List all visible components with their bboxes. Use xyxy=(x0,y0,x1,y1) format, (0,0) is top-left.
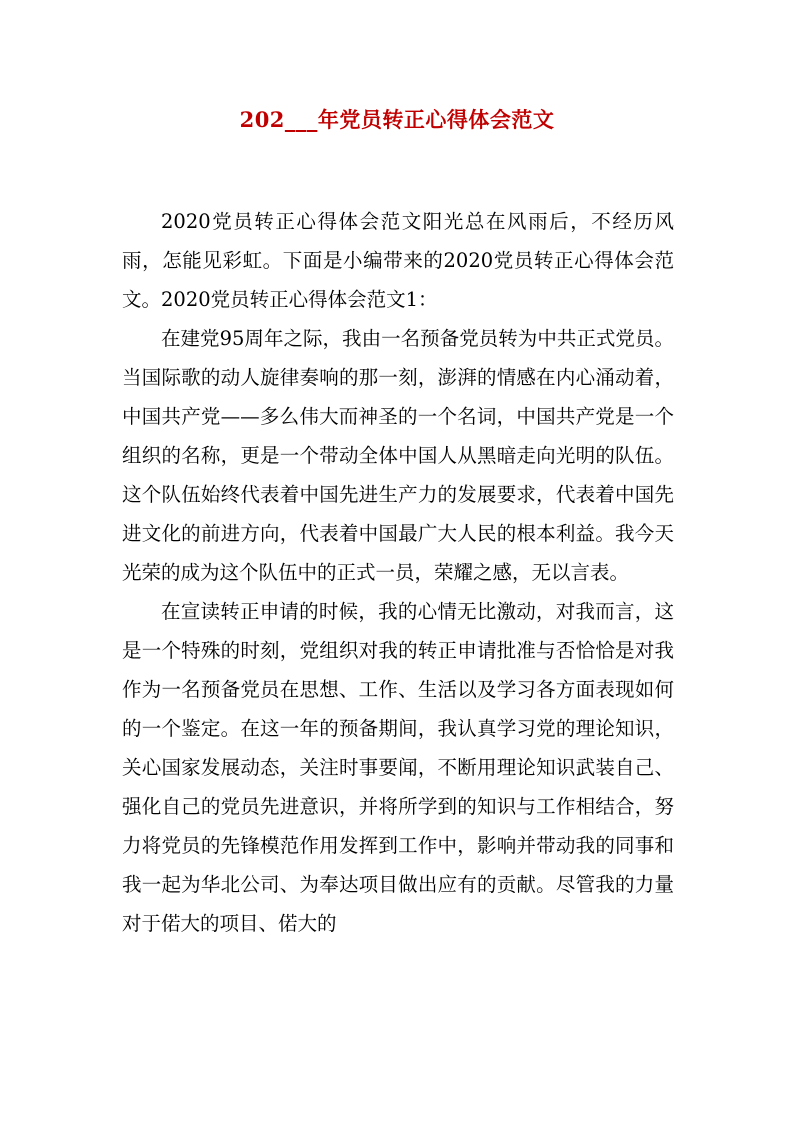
paragraph-probation-reflection: 在宣读转正申请的时候，我的心情无比激动，对我而言，这是一个特殊的时刻，党组织对我的转正申请批准与否恰恰是对我作为一名预备党员在思想、工作、生活以及学习各方面表现如何的一个鉴定。在这一年的预备期间，我认真学习党的理论知识，关心国家发展动态，关注时事要闻，不断用理论知识武装自己、强化自己的党员先进意识，并将所学到的知识与工作相结合，努力将党员的先锋模范作用发挥到工作中，影响并带动我的同事和我一起为华北公司、为奉达项目做出应有的贡献。尽管我的力量对于偌大的项目、偌大的 xyxy=(122,600,674,935)
paragraph-party-anniversary: 在建党95周年之际，我由一名预备党员转为中共正式党员。当国际歌的动人旋律奏响的那一刻，澎湃的情感在内心涌动着，中国共产党——多么伟大而神圣的一个名词，中国共产党是一个组织的名称，更是一个带动全体中国人从黑暗走向光明的队伍。这个队伍始终代表着中国先进生产力的发展要求，代表着中国先进文化的前进方向，代表着中国最广大人民的根本利益。我今天光荣的成为这个队伍中的正式一员，荣耀之感，无以言表。 xyxy=(122,327,674,584)
paragraph-intro: 2020党员转正心得体会范文阳光总在风雨后，不经历风雨，怎能见彩虹。下面是小编带来的2020党员转正心得体会范文。2020党员转正心得体会范文1： xyxy=(122,210,674,311)
document-title: 202___年党员转正心得体会范文 xyxy=(239,107,555,132)
document-body xyxy=(122,202,674,943)
